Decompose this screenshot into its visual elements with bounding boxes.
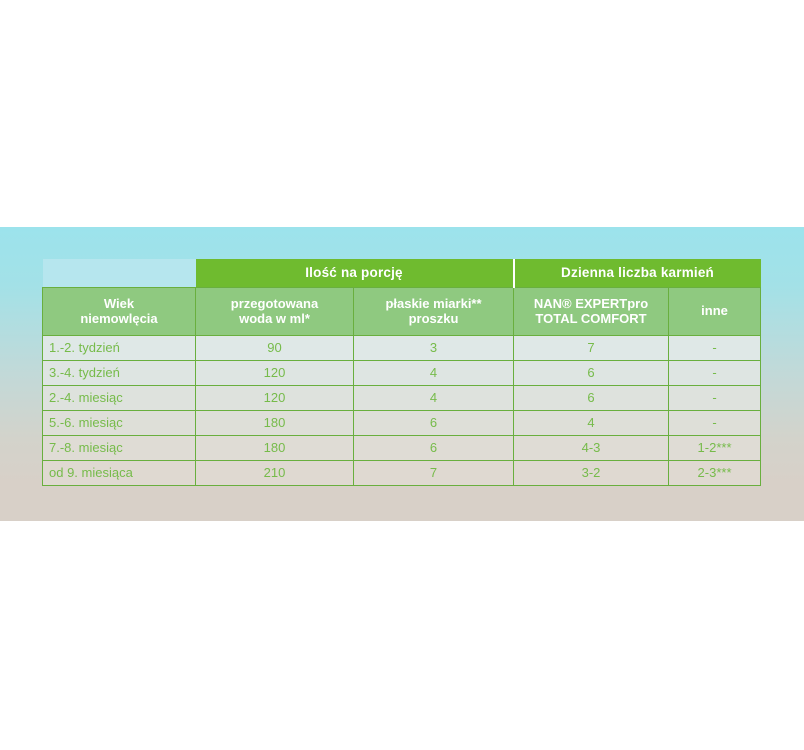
column-header-water-line2: woda w ml* [239,311,310,326]
column-header-other-line1: inne [701,303,728,319]
age-cell: 7.-8. miesiąc [43,435,196,460]
age-cell: 3.-4. tydzień [43,360,196,385]
table-row [43,360,761,385]
group-header-portion: Ilość na porcję [196,259,514,287]
age-cell: od 9. miesiąca [43,460,196,485]
age-cell: 5.-6. miesiąc [43,410,196,435]
feeding-table [42,259,761,486]
column-header-scoops-line2: proszku [408,311,459,326]
column-header-nan-product [514,287,669,335]
water-cell: 210 [196,460,354,485]
column-header-water-line1: przegotowana [230,295,319,311]
group-header-daily: Dzienna liczba karmień [514,259,761,287]
column-header-age-line1: Wiek [103,295,135,311]
water-cell: 120 [196,360,354,385]
column-header-other [669,287,761,335]
water-cell: 180 [196,410,354,435]
water-cell: 180 [196,435,354,460]
other-feedings-cell: 1-2*** [669,435,761,460]
scoops-cell: 4 [354,360,514,385]
nan-feedings-cell: 6 [514,360,669,385]
other-feedings-cell: - [669,385,761,410]
table-row [43,335,761,360]
other-feedings-cell: - [669,410,761,435]
column-header-age-line2: niemowlęcia [80,311,158,326]
table-row [43,385,761,410]
scoops-cell: 7 [354,460,514,485]
scoops-cell: 6 [354,410,514,435]
column-header-scoops-line1: płaskie miarki** [385,295,482,311]
column-header-water [196,287,354,335]
corner-cell [43,259,196,287]
nan-feedings-cell: 3-2 [514,460,669,485]
nan-feedings-cell: 7 [514,335,669,360]
other-feedings-cell: 2-3*** [669,460,761,485]
column-header-nan-line2: TOTAL COMFORT [535,311,647,326]
column-header-nan-line1: NAN® EXPERTpro [533,295,649,311]
water-cell: 90 [196,335,354,360]
group-header-row [43,259,761,287]
nan-feedings-cell: 4 [514,410,669,435]
water-cell: 120 [196,385,354,410]
nan-feedings-cell: 6 [514,385,669,410]
table-row [43,410,761,435]
age-cell: 1.-2. tydzień [43,335,196,360]
column-header-row [43,287,761,335]
column-header-age [43,287,196,335]
other-feedings-cell: - [669,335,761,360]
other-feedings-cell: - [669,360,761,385]
scoops-cell: 3 [354,335,514,360]
nan-feedings-cell: 4-3 [514,435,669,460]
table-row [43,435,761,460]
age-cell: 2.-4. miesiąc [43,385,196,410]
scoops-cell: 4 [354,385,514,410]
scoops-cell: 6 [354,435,514,460]
column-header-scoops [354,287,514,335]
table-row [43,460,761,485]
